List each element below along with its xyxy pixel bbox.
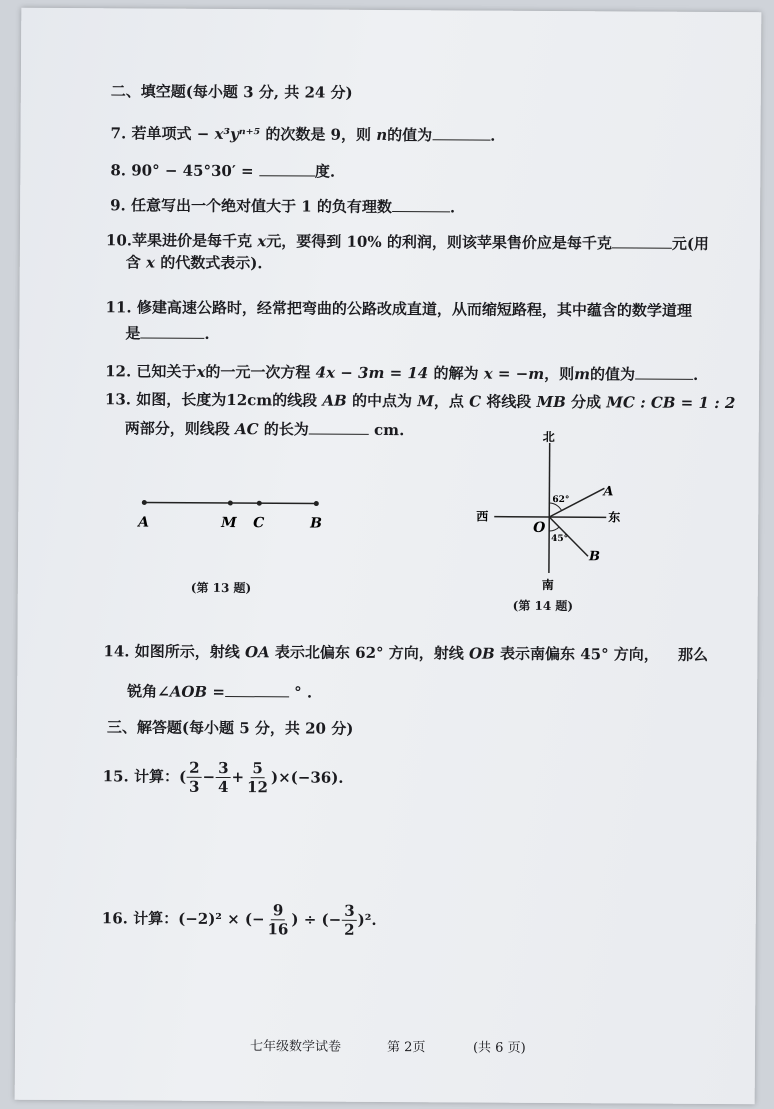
label-a: A bbox=[138, 514, 150, 531]
point-m bbox=[228, 501, 233, 506]
question-16: 16. 计算： (−2)² × (− $\frac{9}{16}$ ) ÷ (− $\frac{3}{2}$ )² . bbox=[101, 900, 377, 939]
footer-page-number: 第 2页 bbox=[386, 1040, 426, 1056]
fraction-2-3: $\frac{2}{3}$ bbox=[189, 758, 200, 796]
exam-page bbox=[15, 8, 762, 1105]
label-c: C bbox=[253, 515, 265, 532]
label-angle-45: 45° bbox=[551, 533, 569, 545]
figure-13-caption: (第 13 题) bbox=[190, 580, 252, 596]
point-c bbox=[257, 501, 262, 506]
fraction-9-16: $\frac{9}{16}$ bbox=[267, 900, 289, 938]
fraction-3-4: $\frac{3}{4}$ bbox=[218, 758, 229, 796]
question-10: 10.苹果进价是每千克 x元，要得到 10% 的利润，则该苹果售价应是每千克 元(用 bbox=[105, 231, 710, 253]
label-north: 北 bbox=[542, 429, 555, 445]
label-west: 西 bbox=[476, 509, 489, 524]
question-8: 8. 90° − 45°30′ = 度. bbox=[110, 158, 335, 181]
question-11: 11. 修建高速公路时，经常把弯曲的公路改成直道，从而缩短路程，其中蕴含的数学道理 bbox=[105, 298, 692, 320]
answer-blank[interactable] bbox=[225, 680, 289, 697]
figure-14-compass bbox=[456, 428, 637, 594]
question-15: 15. 计算： ( $\frac{2}{3}$ − $\frac{3}{4}$ + $\frac{5}{12}$ )×(−36) . bbox=[102, 758, 344, 796]
question-14: 14. 如图所示，射线 OA 表示北偏东 62° 方向，射线 OB 表示南偏东 45° 方向， 那么 bbox=[103, 642, 709, 664]
point-b bbox=[314, 501, 319, 506]
section-2-title: 二、填空题(每小题 3 分, 共 24 分) bbox=[110, 82, 353, 102]
question-10-line-2: 含 x 的代数式表示). bbox=[125, 253, 263, 273]
label-ray-a: A bbox=[603, 484, 614, 500]
answer-blank[interactable] bbox=[259, 159, 315, 176]
label-ray-b: B bbox=[588, 549, 601, 565]
figure-13-segment bbox=[126, 486, 336, 537]
label-east: 东 bbox=[608, 510, 621, 525]
label-m: M bbox=[221, 514, 237, 532]
answer-blank[interactable] bbox=[612, 231, 672, 248]
label-angle-62: 62° bbox=[552, 495, 570, 506]
angle-arc-45 bbox=[549, 527, 559, 531]
question-12: 12. 已知关于x的一元一次方程 4x − 3m = 14 的解为 x = −m，则m的值为 . bbox=[105, 362, 699, 384]
question-11-line-2: 是 . bbox=[125, 321, 209, 344]
figure-14-caption: (第 14 题) bbox=[512, 598, 574, 614]
label-south: 南 bbox=[541, 577, 554, 593]
footer-subject: 七年级数学试卷 bbox=[249, 1039, 342, 1055]
north-south-axis bbox=[549, 443, 550, 573]
answer-blank[interactable] bbox=[432, 123, 490, 140]
fraction-5-12: $\frac{5}{12}$ bbox=[247, 758, 269, 796]
question-9: 9. 任意写出一个绝对值大于 1 的负有理数 . bbox=[110, 196, 456, 217]
point-a bbox=[142, 500, 147, 505]
answer-blank[interactable] bbox=[635, 363, 693, 380]
label-origin: O bbox=[533, 519, 546, 536]
question-14-line-2: 锐角∠AOB = ° . bbox=[127, 679, 312, 702]
question-13-line-2: 两部分，则线段 AC 的长为 cm. bbox=[124, 419, 405, 440]
section-3-title: 三、解答题(每小题 5 分，共 20 分) bbox=[106, 718, 354, 738]
answer-blank[interactable] bbox=[140, 321, 204, 338]
question-13: 13. 如图，长度为12cm的线段 AB 的中点为 M，点 C 将线段 MB 分成 MC : CB = 1 : 2 bbox=[104, 390, 736, 413]
question-7: 7. 若单项式 − x³yⁿ⁺⁵ 的次数是 9，则 n的值为 . bbox=[110, 124, 496, 145]
label-b: B bbox=[310, 515, 323, 532]
answer-blank[interactable] bbox=[392, 195, 450, 212]
answer-blank[interactable] bbox=[309, 418, 369, 435]
footer-total-pages: (共 6 页) bbox=[472, 1040, 526, 1056]
fraction-3-2: $\frac{3}{2}$ bbox=[344, 901, 355, 939]
